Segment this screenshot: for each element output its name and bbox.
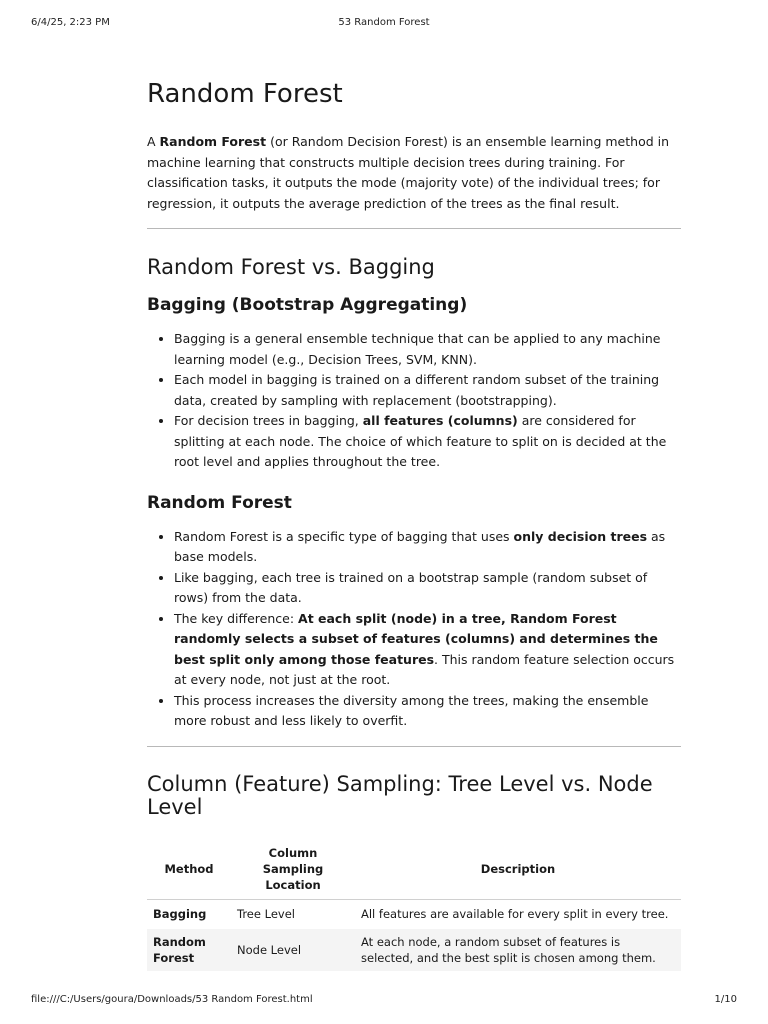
item-text: are considered for splitting at each node. The choice of which feature to split on is decided at the root level and applies throughout the tree. (174, 413, 667, 469)
item-bold: only decision trees (513, 528, 648, 544)
table-cell-location: Node Level (237, 942, 302, 957)
item-text: Random Forest is a specific type of bagging that uses (174, 528, 514, 544)
item-bold: all features (columns) (362, 413, 518, 428)
subheading-bagging: Bagging (Bootstrap Aggregating) (147, 295, 468, 315)
column-header: Method (164, 861, 214, 876)
table-row (147, 929, 681, 971)
column-header: Column Sampling Location (262, 845, 324, 892)
subheading-random-forest: Random Forest (147, 492, 292, 513)
section-heading-column-sampling: Column (Feature) Sampling: Tree Level vs. Node Level (147, 771, 653, 819)
table-cell-description: All features are available for every split in every tree. (361, 907, 669, 921)
print-page-number: 1/10 (714, 994, 737, 1005)
table-cell-location: Tree Level (237, 907, 295, 921)
print-header (0, 17, 768, 31)
item-bold: At each split (node) in a tree, Random Forest randomly selects a subset of features (columns) and determines the best split only among those features (174, 610, 658, 667)
table-header-row (147, 839, 681, 900)
print-date: 6/4/25, 2:23 PM (31, 17, 110, 28)
item-text: The key difference: (174, 610, 299, 626)
intro-bold-term: Random Forest (159, 134, 267, 149)
item-text: For decision trees in bagging, (174, 413, 363, 428)
print-file-path: file:///C:/Users/goura/Downloads/53 Random Forest.html (31, 994, 313, 1005)
divider (147, 746, 681, 747)
list-item: • Bagging is a general ensemble technique that can be applied to any machine learning model (e.g., Decision Trees, SVM, KNN). (174, 329, 681, 370)
random-forest-list (147, 527, 681, 732)
table-row (147, 899, 681, 929)
print-footer (0, 994, 768, 1008)
list-item: • Each model in bagging is trained on a different random subset of the training data, created by sampling with replacement (bootstrapping). (174, 370, 681, 411)
item-text: as base models. (174, 528, 666, 564)
list-item (174, 609, 681, 691)
divider (147, 228, 681, 229)
intro-a: A (147, 134, 160, 149)
table-cell-method: Bagging (153, 907, 207, 921)
comparison-table (147, 839, 681, 971)
table-cell-method: Random Forest (153, 934, 206, 965)
intro-paragraph (147, 132, 681, 214)
list-item (174, 411, 681, 473)
document-content (147, 76, 681, 971)
bagging-list (147, 329, 681, 473)
list-item: • Like bagging, each tree is trained on a bootstrap sample (random subset of rows) from the data. (174, 568, 681, 609)
table-cell-description: At each node, a random subset of features is selected, and the best split is chosen among them. (361, 934, 656, 965)
list-item (174, 527, 681, 568)
print-title: 53 Random Forest (338, 17, 430, 28)
column-header: Description (480, 861, 556, 876)
item-text: . This random feature selection occurs at every node, not just at the root. (174, 651, 675, 687)
section-heading-rf-vs-bagging: Random Forest vs. Bagging (147, 255, 435, 279)
list-item: • This process increases the diversity among the trees, making the ensemble more robust and less likely to overfit. (174, 691, 681, 732)
page-title: Random Forest (147, 79, 343, 109)
intro-rest: (or Random Decision Forest) is an ensemble learning method in machine learning that constructs multiple decision trees during training. For classification tasks, it outputs the mode (majority vote) of the individual trees; for regression, it outputs the average prediction of the trees as the final result. (147, 134, 670, 211)
